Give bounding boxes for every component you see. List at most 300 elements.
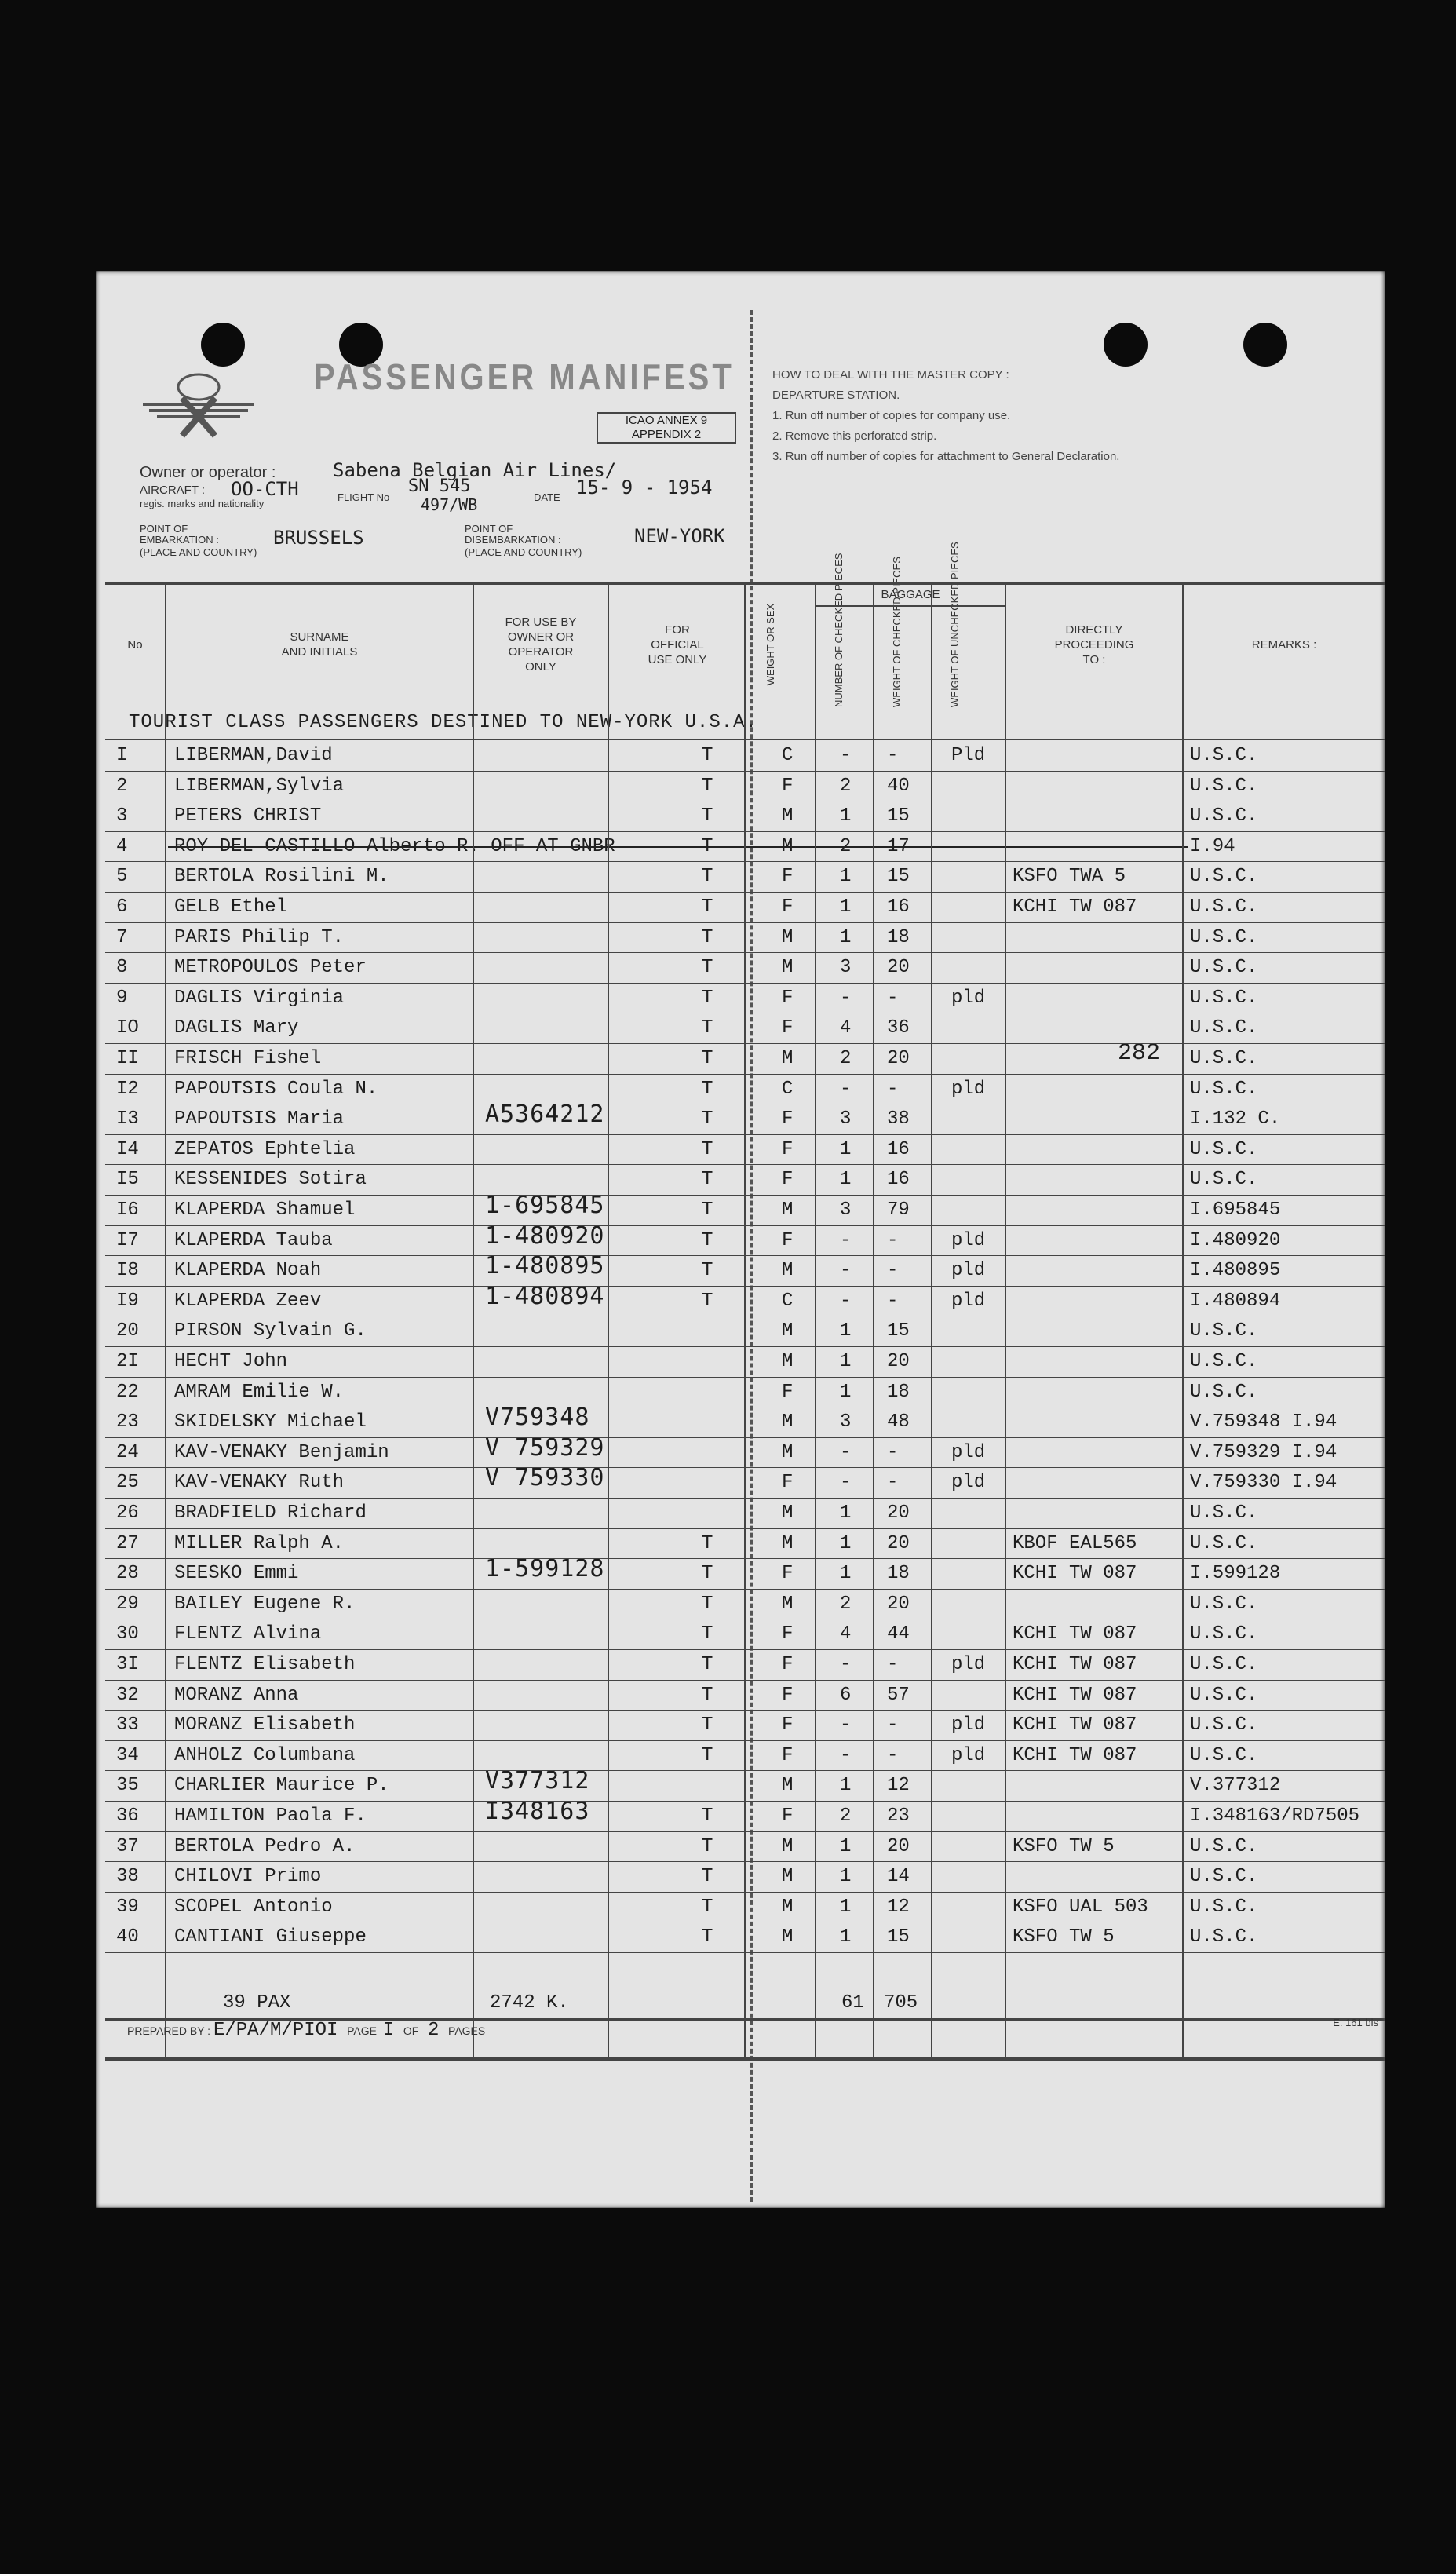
icao-appendix: APPENDIX 2	[631, 428, 702, 441]
cell-pcs: 1	[840, 896, 852, 918]
cell-no: 36	[116, 1805, 139, 1827]
cell-wt: -	[887, 1260, 899, 1282]
cell-name: PARIS Philip T.	[174, 926, 345, 948]
cell-proc: KCHI TW 087	[1013, 1744, 1137, 1766]
cell-sex: F	[782, 1714, 794, 1736]
cell-sex: F	[782, 775, 794, 797]
cell-name: KAV-VENAKY Ruth	[174, 1472, 345, 1494]
cell-unchk: pld	[951, 987, 986, 1009]
master-copy-instructions	[772, 365, 1322, 467]
cell-sex: F	[782, 1805, 794, 1827]
cell-name: MORANZ Anna	[174, 1684, 299, 1706]
cell-rem: I.348163/RD7505	[1190, 1805, 1360, 1827]
cell-no: I9	[116, 1290, 139, 1312]
instruction-line: 1. Run off number of copies for company use.	[772, 409, 1011, 422]
table-footer-border	[105, 2057, 1385, 2061]
cell-rem: U.S.C.	[1190, 1502, 1258, 1524]
cell-wt: 79	[887, 1199, 910, 1221]
cell-rem: I.132 C.	[1190, 1108, 1281, 1130]
cell-sex: M	[782, 926, 794, 948]
cell-sex: M	[782, 1835, 794, 1857]
date-value: 15- 9 - 1954	[576, 476, 713, 498]
cell-owner: A5364212	[485, 1101, 605, 1129]
total-owner-weight: 2742 K.	[490, 1992, 569, 2014]
section-title: TOURIST CLASS PASSENGERS DESTINED TO NEW-YORK U.S.A.	[129, 712, 757, 733]
cell-rem: U.S.C.	[1190, 1351, 1258, 1372]
cell-cls: T	[702, 1048, 713, 1069]
of-label: OF	[403, 2025, 419, 2037]
aircraft-label: AIRCRAFT :	[140, 484, 206, 497]
column-divider	[608, 582, 609, 2057]
cell-no: 3	[116, 805, 128, 827]
totals-row	[105, 1988, 1385, 2018]
cell-pcs: 4	[840, 1017, 852, 1039]
cell-wt: 20	[887, 957, 910, 979]
cell-pcs: -	[840, 1654, 852, 1675]
embark-value: BRUSSELS	[273, 527, 364, 549]
cell-proc: KSFO TWA 5	[1013, 866, 1126, 888]
cell-no: I3	[116, 1108, 139, 1130]
cell-name: FLENTZ Elisabeth	[174, 1654, 356, 1675]
cell-rem: U.S.C.	[1190, 1320, 1258, 1342]
cell-proc: KCHI TW 087	[1013, 1684, 1137, 1706]
cell-sex: C	[782, 1290, 794, 1312]
cell-wt: 14	[887, 1866, 910, 1888]
cell-cls: T	[702, 896, 713, 918]
cell-proc: 282	[1118, 1040, 1161, 1067]
cell-no: 26	[116, 1502, 139, 1524]
cell-cls: T	[702, 1654, 713, 1675]
cell-wt: 20	[887, 1835, 910, 1857]
cell-cls: T	[702, 1108, 713, 1130]
col-official-use-label: FOR OFFICIAL USE ONLY	[648, 623, 707, 666]
cell-wt: -	[887, 1078, 899, 1100]
cell-unchk: pld	[951, 1441, 986, 1463]
column-divider	[1005, 582, 1006, 2057]
cell-no: 34	[116, 1744, 139, 1766]
cell-pcs: 3	[840, 957, 852, 979]
column-divider	[815, 582, 816, 2057]
cell-cls: T	[702, 1684, 713, 1706]
form-number: E. 161 bis	[1333, 2017, 1378, 2028]
cell-wt: -	[887, 1229, 899, 1251]
cell-name: KAV-VENAKY Benjamin	[174, 1441, 389, 1463]
cell-no: I	[116, 745, 128, 766]
cell-pcs: 1	[840, 1775, 852, 1797]
icao-box	[597, 412, 736, 444]
cell-cls: T	[702, 805, 713, 827]
cell-sex: F	[782, 1017, 794, 1039]
cell-cls: T	[702, 1623, 713, 1645]
col-proceeding	[1006, 582, 1182, 707]
cell-no: IO	[116, 1017, 139, 1039]
cell-sex: M	[782, 1320, 794, 1342]
cell-sex: M	[782, 1775, 794, 1797]
cell-name: KLAPERDA Tauba	[174, 1229, 333, 1251]
disembark-sub: (PLACE AND COUNTRY)	[465, 546, 582, 558]
cell-no: 38	[116, 1866, 139, 1888]
cell-name: HAMILTON Paola F.	[174, 1805, 367, 1827]
cell-pcs: -	[840, 987, 852, 1009]
cell-name: CHILOVI Primo	[174, 1866, 322, 1888]
cell-no: 28	[116, 1563, 139, 1585]
cell-unchk: pld	[951, 1714, 986, 1736]
cell-owner: 1-599128	[485, 1555, 605, 1583]
cell-no: 20	[116, 1320, 139, 1342]
cell-sex: F	[782, 1169, 794, 1191]
cell-rem: V.759329 I.94	[1190, 1441, 1337, 1463]
cell-no: 23	[116, 1411, 139, 1433]
cell-sex: F	[782, 1229, 794, 1251]
cell-no: 6	[116, 896, 128, 918]
cell-pcs: 1	[840, 1835, 852, 1857]
cell-cls: T	[702, 1926, 713, 1948]
cell-rem: U.S.C.	[1190, 1714, 1258, 1736]
flight-value-2: 497/WB	[421, 495, 478, 514]
cell-cls: T	[702, 1017, 713, 1039]
cell-wt: 20	[887, 1048, 910, 1069]
cell-pcs: 1	[840, 1169, 852, 1191]
cell-rem: U.S.C.	[1190, 1078, 1258, 1100]
cell-name: PETERS CHRIST	[174, 805, 322, 827]
cell-proc: KCHI TW 087	[1013, 1714, 1137, 1736]
column-divider	[473, 582, 474, 2057]
instruction-line: HOW TO DEAL WITH THE MASTER COPY :	[772, 368, 1009, 382]
cell-rem: U.S.C.	[1190, 1654, 1258, 1675]
cell-name: DAGLIS Mary	[174, 1017, 299, 1039]
cell-name: PAPOUTSIS Coula N.	[174, 1078, 378, 1100]
cell-pcs: -	[840, 1714, 852, 1736]
cell-wt: 15	[887, 1926, 910, 1948]
cell-no: 40	[116, 1926, 139, 1948]
cell-rem: U.S.C.	[1190, 775, 1258, 797]
cell-wt: 12	[887, 1896, 910, 1918]
cell-rem: U.S.C.	[1190, 1866, 1258, 1888]
cell-sex: F	[782, 1472, 794, 1494]
cell-pcs: -	[840, 1472, 852, 1494]
col-no: No	[127, 637, 143, 652]
cell-rem: U.S.C.	[1190, 1593, 1258, 1615]
cell-owner: I348163	[485, 1798, 590, 1825]
cell-pcs: -	[840, 1744, 852, 1766]
cell-cls: T	[702, 1714, 713, 1736]
cell-name: MILLER Ralph A.	[174, 1532, 345, 1554]
cell-name: ROY DEL CASTILLO Alberto R. OFF AT GNBR	[174, 835, 615, 857]
cell-no: 37	[116, 1835, 139, 1857]
col-surname	[166, 582, 473, 707]
cell-name: SKIDELSKY Michael	[174, 1411, 367, 1433]
aircraft-sub: regis. marks and nationality	[140, 498, 265, 509]
cell-wt: 15	[887, 805, 910, 827]
cell-pcs: 2	[840, 775, 852, 797]
cell-cls: T	[702, 1229, 713, 1251]
cell-pcs: 1	[840, 1502, 852, 1524]
cell-wt: 12	[887, 1775, 910, 1797]
owner-value: Sabena Belgian Air Lines/	[333, 459, 617, 481]
date-label: DATE	[534, 491, 560, 503]
cell-cls: T	[702, 835, 713, 857]
cell-pcs: 1	[840, 1896, 852, 1918]
cell-sex: C	[782, 745, 794, 766]
cell-rem: U.S.C.	[1190, 1623, 1258, 1645]
page-value: I	[382, 2020, 395, 2041]
cell-wt: 18	[887, 1381, 910, 1403]
cell-sex: C	[782, 1078, 794, 1100]
cell-no: 30	[116, 1623, 139, 1645]
cell-wt: 15	[887, 866, 910, 888]
cell-rem: U.S.C.	[1190, 896, 1258, 918]
cell-owner: 1-480895	[485, 1252, 605, 1280]
cell-owner: 1-480920	[485, 1221, 605, 1250]
cell-name: LIBERMAN,David	[174, 745, 333, 766]
cell-unchk: pld	[951, 1078, 986, 1100]
cell-sex: M	[782, 835, 794, 857]
cell-rem: I.695845	[1190, 1199, 1281, 1221]
cell-pcs: 2	[840, 835, 852, 857]
cell-wt: 57	[887, 1684, 910, 1706]
cell-sex: M	[782, 957, 794, 979]
cell-sex: M	[782, 1926, 794, 1948]
cell-proc: KBOF EAL565	[1013, 1532, 1137, 1554]
prepared-value: E/PA/M/PIOI	[213, 2020, 338, 2041]
cell-wt: 44	[887, 1623, 910, 1645]
cell-cls: T	[702, 1563, 713, 1585]
cell-name: KLAPERDA Zeev	[174, 1290, 322, 1312]
cell-wt: -	[887, 1441, 899, 1463]
cell-name: LIBERMAN,Sylvia	[174, 775, 345, 797]
column-divider	[873, 582, 874, 2057]
cell-sex: M	[782, 1593, 794, 1615]
cell-no: 33	[116, 1714, 139, 1736]
cell-no: I4	[116, 1138, 139, 1160]
cell-cls: T	[702, 1290, 713, 1312]
cell-rem: U.S.C.	[1190, 745, 1258, 766]
cell-unchk: Pld	[951, 745, 986, 766]
cell-no: I2	[116, 1078, 139, 1100]
cell-rem: V.759330 I.94	[1190, 1472, 1337, 1494]
cell-wt: 38	[887, 1108, 910, 1130]
cell-rem: U.S.C.	[1190, 1744, 1258, 1766]
manifest-sheet	[96, 271, 1385, 2208]
cell-no: 35	[116, 1775, 139, 1797]
col-checked-weight: WEIGHT OF CHECKED PIECES	[891, 557, 903, 707]
cell-rem: U.S.C.	[1190, 1169, 1258, 1191]
cell-name: DAGLIS Virginia	[174, 987, 345, 1009]
cell-pcs: 3	[840, 1411, 852, 1433]
cell-rem: U.S.C.	[1190, 926, 1258, 948]
cell-wt: 36	[887, 1017, 910, 1039]
cell-pcs: 2	[840, 1593, 852, 1615]
cell-pcs: 1	[840, 1381, 852, 1403]
cell-rem: U.S.C.	[1190, 1381, 1258, 1403]
cell-rem: U.S.C.	[1190, 1835, 1258, 1857]
column-divider	[931, 582, 932, 2057]
cell-name: CHARLIER Maurice P.	[174, 1775, 389, 1797]
cell-rem: U.S.C.	[1190, 1017, 1258, 1039]
baggage-divider	[816, 605, 1005, 607]
cell-pcs: 3	[840, 1108, 852, 1130]
cell-sex: M	[782, 1351, 794, 1372]
cell-no: 9	[116, 987, 128, 1009]
cell-name: PAPOUTSIS Maria	[174, 1108, 345, 1130]
cell-wt: 16	[887, 1169, 910, 1191]
cell-no: 5	[116, 866, 128, 888]
cell-sex: M	[782, 1048, 794, 1069]
instruction-line: 3. Run off number of copies for attachment to General Declaration.	[772, 450, 1120, 463]
flight-value: SN 545	[408, 476, 471, 496]
cell-name: SEESKO Emmi	[174, 1563, 299, 1585]
aircraft-value: OO-CTH	[231, 478, 299, 500]
cell-cls: T	[702, 1805, 713, 1827]
cell-cls: T	[702, 1744, 713, 1766]
cell-cls: T	[702, 1593, 713, 1615]
cell-no: 32	[116, 1684, 139, 1706]
col-remarks: REMARKS :	[1251, 637, 1317, 652]
cell-name: FLENTZ Alvina	[174, 1623, 322, 1645]
pages-label: PAGES	[448, 2025, 486, 2037]
cell-cls: T	[702, 1835, 713, 1857]
cell-sex: F	[782, 1744, 794, 1766]
sabena-logo	[141, 363, 256, 439]
column-divider	[1182, 582, 1184, 2057]
cell-wt: 23	[887, 1805, 910, 1827]
total-weight: 705	[884, 1992, 918, 2014]
cell-cls: T	[702, 926, 713, 948]
cell-no: 25	[116, 1472, 139, 1494]
col-checked-pieces: NUMBER OF CHECKED PIECES	[833, 553, 845, 707]
cell-sex: M	[782, 1199, 794, 1221]
cell-cls: T	[702, 866, 713, 888]
cell-owner: V377312	[485, 1767, 590, 1795]
cell-no: 27	[116, 1532, 139, 1554]
cell-proc: KCHI TW 087	[1013, 1623, 1137, 1645]
cell-cls: T	[702, 957, 713, 979]
col-weight-sex: WEIGHT OR SEX	[764, 603, 776, 686]
cell-no: 2I	[116, 1351, 139, 1372]
cell-sex: F	[782, 1381, 794, 1403]
cell-pcs: 1	[840, 926, 852, 948]
cell-name: BAILEY Eugene R.	[174, 1593, 356, 1615]
cell-rem: I.599128	[1190, 1563, 1281, 1585]
cell-sex: M	[782, 1896, 794, 1918]
cell-wt: 40	[887, 775, 910, 797]
cell-wt: -	[887, 1744, 899, 1766]
cell-wt: 15	[887, 1320, 910, 1342]
col-baggage: BAGGAGE	[881, 587, 940, 601]
cell-name: KLAPERDA Shamuel	[174, 1199, 356, 1221]
document-title: PASSENGER MANIFEST	[314, 357, 735, 398]
disembark-label: POINT OF DISEMBARKATION :	[465, 523, 561, 546]
cell-pcs: 1	[840, 1138, 852, 1160]
cell-wt: 20	[887, 1351, 910, 1372]
cell-sex: M	[782, 1502, 794, 1524]
prepared-label: PREPARED BY :	[127, 2025, 211, 2037]
column-divider	[744, 582, 746, 2057]
disembark-value: NEW-YORK	[634, 525, 725, 547]
cell-pcs: -	[840, 1441, 852, 1463]
cell-wt: 20	[887, 1502, 910, 1524]
cell-rem: V.759348 I.94	[1190, 1411, 1337, 1433]
cell-name: BRADFIELD Richard	[174, 1502, 367, 1524]
cell-unchk: pld	[951, 1472, 986, 1494]
cell-sex: M	[782, 1260, 794, 1282]
cell-name: PIRSON Sylvain G.	[174, 1320, 367, 1342]
col-owner-use-label: FOR USE BY OWNER OR OPERATOR ONLY	[505, 615, 577, 674]
icao-annex: ICAO ANNEX 9	[625, 414, 708, 427]
cell-unchk: pld	[951, 1654, 986, 1675]
cell-rem: U.S.C.	[1190, 805, 1258, 827]
cell-wt: 16	[887, 1138, 910, 1160]
cell-rem: I.480894	[1190, 1290, 1281, 1312]
col-owner-use	[474, 582, 608, 707]
cell-pcs: 1	[840, 1351, 852, 1372]
cell-sex: F	[782, 866, 794, 888]
cell-wt: -	[887, 1714, 899, 1736]
cell-pcs: 1	[840, 1926, 852, 1948]
cell-no: 39	[116, 1896, 139, 1918]
cell-wt: 20	[887, 1532, 910, 1554]
cell-rem: I.480920	[1190, 1229, 1281, 1251]
cell-pcs: 1	[840, 1532, 852, 1554]
total-pieces: 61	[841, 1992, 864, 2014]
cell-cls: T	[702, 745, 713, 766]
cell-rem: U.S.C.	[1190, 957, 1258, 979]
cell-rem: I.480895	[1190, 1260, 1281, 1282]
cell-rem: U.S.C.	[1190, 1926, 1258, 1948]
col-official-use	[609, 582, 746, 707]
cell-wt: -	[887, 987, 899, 1009]
cell-name: SCOPEL Antonio	[174, 1896, 333, 1918]
cell-wt: 20	[887, 1593, 910, 1615]
cell-cls: T	[702, 1260, 713, 1282]
cell-wt: 18	[887, 926, 910, 948]
of-value: 2	[427, 2020, 440, 2041]
cell-wt: -	[887, 1290, 899, 1312]
cell-no: I7	[116, 1229, 139, 1251]
punch-hole	[1243, 323, 1287, 367]
cell-sex: F	[782, 1654, 794, 1675]
cell-no: 29	[116, 1593, 139, 1615]
cell-rem: U.S.C.	[1190, 1684, 1258, 1706]
cell-sex: F	[782, 896, 794, 918]
cell-cls: T	[702, 1169, 713, 1191]
cell-name: ZEPATOS Ephtelia	[174, 1138, 356, 1160]
cell-name: BERTOLA Pedro A.	[174, 1835, 356, 1857]
cell-name: AMRAM Emilie W.	[174, 1381, 345, 1403]
cell-sex: F	[782, 1623, 794, 1645]
cell-wt: 16	[887, 896, 910, 918]
cell-rem: U.S.C.	[1190, 987, 1258, 1009]
cell-no: 3I	[116, 1654, 139, 1675]
cell-name: HECHT John	[174, 1351, 288, 1372]
cell-sex: F	[782, 1684, 794, 1706]
punch-hole	[1104, 323, 1148, 367]
cell-pcs: -	[840, 745, 852, 766]
cell-no: 8	[116, 957, 128, 979]
column-divider	[165, 582, 166, 2057]
cell-proc: KCHI TW 087	[1013, 896, 1137, 918]
cell-no: 2	[116, 775, 128, 797]
cell-pcs: 1	[840, 1866, 852, 1888]
cell-pcs: -	[840, 1290, 852, 1312]
cell-name: KLAPERDA Noah	[174, 1260, 322, 1282]
owner-label: Owner or operator :	[140, 464, 276, 481]
cell-pcs: 1	[840, 866, 852, 888]
cell-name: FRISCH Fishel	[174, 1048, 322, 1069]
cell-cls: T	[702, 987, 713, 1009]
cell-pcs: 2	[840, 1048, 852, 1069]
cell-sex: F	[782, 1108, 794, 1130]
